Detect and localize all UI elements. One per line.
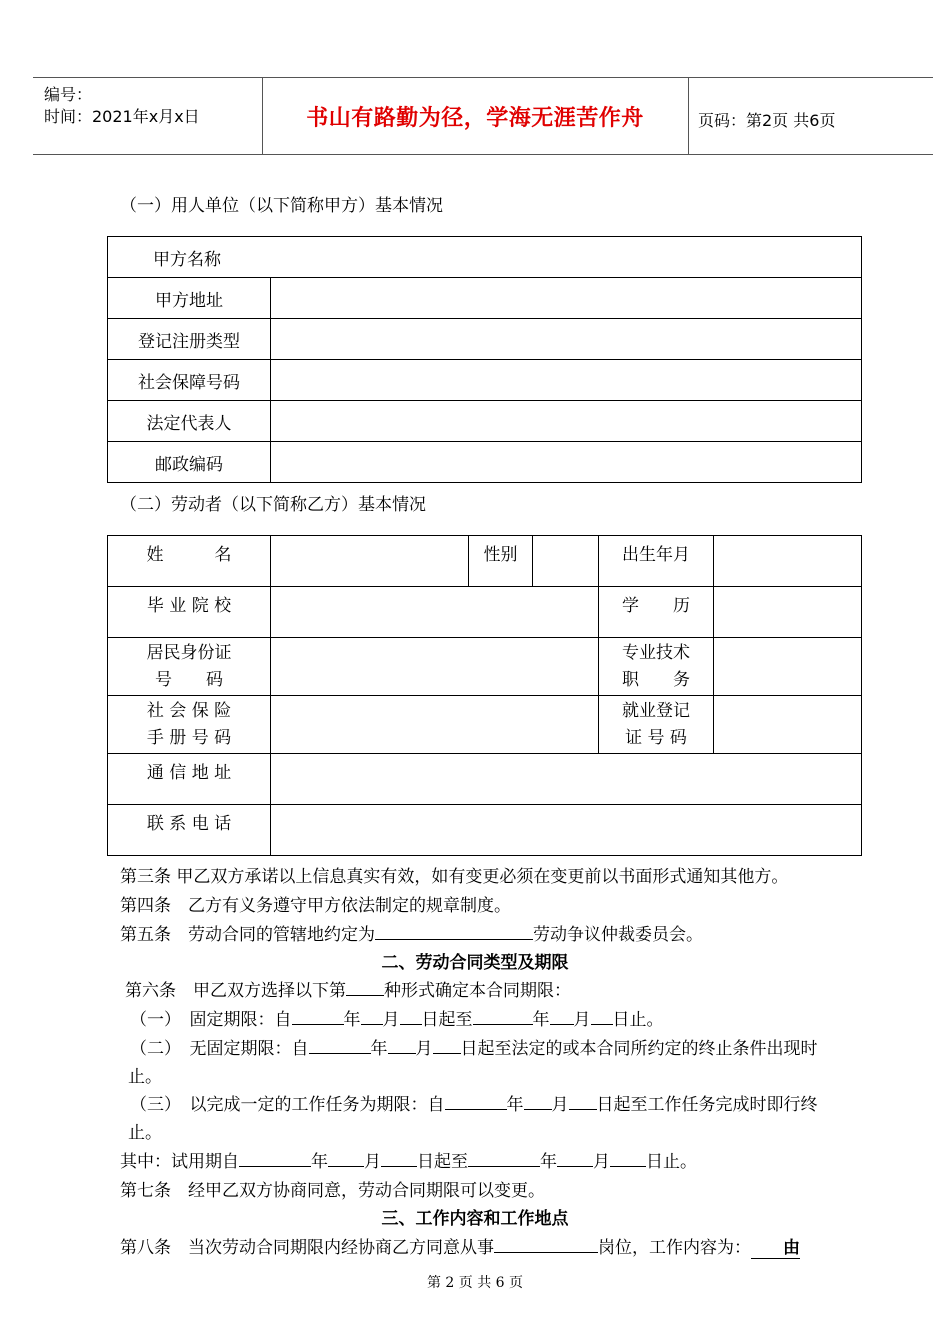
section1-title: （一）用人单位（以下简称甲方）基本情况 xyxy=(120,196,443,216)
trial-text: 其中：试用期自 xyxy=(120,1152,239,1172)
header-divider xyxy=(688,77,689,154)
ins-label-line2: 手 册 号 码 xyxy=(146,727,232,748)
emp-label-line2: 证 号 码 xyxy=(625,727,687,748)
position-blank[interactable] xyxy=(494,1238,598,1253)
blank[interactable] xyxy=(557,1152,593,1167)
day-end-word: 日止。 xyxy=(646,1152,697,1172)
employer-address-label: 甲方地址 xyxy=(108,278,271,319)
month-word: 月 xyxy=(364,1152,381,1172)
gender-label: 性别 xyxy=(469,536,533,587)
article-6-text: 第六条 甲乙双方选择以下第 xyxy=(125,981,346,1001)
blank[interactable] xyxy=(400,1010,422,1025)
number-label: 编号： xyxy=(44,85,93,104)
article-6-text-end: 种形式确定本合同期限： xyxy=(384,981,571,1001)
insurance-book-label xyxy=(108,696,271,754)
option-number-blank[interactable] xyxy=(346,981,384,996)
tech-label-line1: 专业技术 xyxy=(622,642,690,663)
address-label: 通 信 地 址 xyxy=(108,754,271,805)
ins-label-line1: 社 会 保 险 xyxy=(146,700,232,721)
article-4: 第四条 乙方有义务遵守甲方依法制定的规章制度。 xyxy=(120,896,511,916)
blank[interactable] xyxy=(591,1010,613,1025)
blank[interactable] xyxy=(433,1039,461,1054)
school-field[interactable] xyxy=(271,587,599,638)
blank[interactable] xyxy=(445,1095,507,1110)
day-from-word: 日起至 xyxy=(417,1152,468,1172)
blank[interactable] xyxy=(381,1152,417,1167)
heading-contract-type: 二、劳动合同类型及期限 xyxy=(381,953,569,973)
year-word: 年 xyxy=(532,1010,550,1030)
header-bottom-rule xyxy=(33,154,933,155)
section2-title: （二）劳动者（以下简称乙方）基本情况 xyxy=(120,495,426,515)
address-field[interactable] xyxy=(271,754,862,805)
legal-rep-label: 法定代表人 xyxy=(108,401,271,442)
year-word: 年 xyxy=(540,1152,557,1172)
article-6 xyxy=(125,976,571,1001)
insurance-book-field[interactable] xyxy=(271,696,599,754)
term-task-text-end: 日起至工作任务完成时即行终 xyxy=(596,1095,818,1115)
employment-reg-label xyxy=(599,696,714,754)
postal-code-label: 邮政编码 xyxy=(108,442,271,483)
article-5-text-end: 劳动争议仲裁委员会。 xyxy=(533,925,703,945)
term-open xyxy=(130,1034,818,1059)
name-field[interactable] xyxy=(271,536,469,587)
trial-period xyxy=(120,1147,697,1172)
blank[interactable] xyxy=(473,1010,533,1025)
blank[interactable] xyxy=(610,1152,646,1167)
id-number-label xyxy=(108,638,271,696)
motto: 书山有路勤为径，学海无涯苦作舟 xyxy=(306,106,644,131)
month-word: 月 xyxy=(551,1095,569,1115)
header-top-rule xyxy=(33,77,933,78)
jurisdiction-blank[interactable] xyxy=(375,925,533,940)
blank[interactable] xyxy=(468,1152,540,1167)
blank[interactable] xyxy=(328,1152,364,1167)
term-open-text-end: 日起至法定的或本合同所约定的终止条件出现时 xyxy=(460,1039,818,1059)
article-5-text: 第五条 劳动合同的管辖地约定为 xyxy=(120,925,375,945)
blank[interactable] xyxy=(388,1039,416,1054)
month-word: 月 xyxy=(593,1152,610,1172)
school-label: 毕 业 院 校 xyxy=(108,587,271,638)
postal-code-field[interactable] xyxy=(271,442,862,483)
blank[interactable] xyxy=(569,1095,597,1110)
term-open-cont: 止。 xyxy=(128,1067,162,1087)
tech-title-field[interactable] xyxy=(714,638,862,696)
phone-field[interactable] xyxy=(271,805,862,856)
year-word: 年 xyxy=(370,1039,388,1059)
term-open-text: （二） 无固定期限：自 xyxy=(130,1039,309,1059)
article-3: 第三条 甲乙双方承诺以上信息真实有效，如有变更必须在变更前以书面形式通知其他方。 xyxy=(120,867,789,887)
registration-type-label: 登记注册类型 xyxy=(108,319,271,360)
name-label: 姓 名 xyxy=(108,536,271,587)
year-word: 年 xyxy=(506,1095,524,1115)
month-word: 月 xyxy=(415,1039,433,1059)
blank[interactable] xyxy=(361,1010,383,1025)
heading-work-content: 三、工作内容和工作地点 xyxy=(381,1209,569,1229)
tech-title-label xyxy=(599,638,714,696)
social-security-field[interactable] xyxy=(271,360,862,401)
gender-field[interactable] xyxy=(533,536,599,587)
phone-label: 联 系 电 话 xyxy=(108,805,271,856)
year-word: 年 xyxy=(311,1152,328,1172)
time-label: 时间：2021年x月x日 xyxy=(44,107,200,126)
month-word: 月 xyxy=(382,1010,400,1030)
article-8 xyxy=(120,1233,800,1259)
id-label-line1: 居民身份证 xyxy=(146,642,232,663)
term-fixed-text: （一） 固定期限：自 xyxy=(130,1010,292,1030)
day-end-word: 日止。 xyxy=(612,1010,664,1030)
term-task-text: （三） 以完成一定的工作任务为期限：自 xyxy=(130,1095,445,1115)
blank[interactable] xyxy=(239,1152,311,1167)
tech-label-line2: 职 务 xyxy=(622,669,690,690)
year-word: 年 xyxy=(343,1010,361,1030)
article-8-end: 由 xyxy=(751,1233,800,1259)
article-5 xyxy=(120,920,703,945)
blank[interactable] xyxy=(292,1010,344,1025)
birth-label: 出生年月 xyxy=(599,536,714,587)
social-security-label: 社会保障号码 xyxy=(108,360,271,401)
day-from-word: 日起至 xyxy=(421,1010,473,1030)
emp-label-line1: 就业登记 xyxy=(622,700,690,721)
footer-page-number: 第 2 页 共 6 页 xyxy=(426,1275,524,1291)
employment-reg-field[interactable] xyxy=(714,696,862,754)
term-task xyxy=(130,1090,818,1115)
article-7: 第七条 经甲乙双方协商同意，劳动合同期限可以变更。 xyxy=(120,1181,545,1201)
page-label: 页码：第2页 共6页 xyxy=(698,111,836,130)
month-word: 月 xyxy=(573,1010,591,1030)
employer-name-label: 甲方名称 xyxy=(108,237,862,278)
registration-type-field[interactable] xyxy=(271,319,862,360)
term-fixed xyxy=(130,1005,664,1030)
blank[interactable] xyxy=(550,1010,574,1025)
birth-field[interactable] xyxy=(714,536,862,587)
education-label: 学 历 xyxy=(599,587,714,638)
employer-info-table xyxy=(107,236,862,483)
term-task-cont: 止。 xyxy=(128,1123,162,1143)
legal-rep-field[interactable] xyxy=(271,401,862,442)
id-number-field[interactable] xyxy=(271,638,599,696)
article-8-text: 第八条 当次劳动合同期限内经协商乙方同意从事 xyxy=(120,1238,494,1258)
blank[interactable] xyxy=(524,1095,552,1110)
education-field[interactable] xyxy=(714,587,862,638)
employer-address-field[interactable] xyxy=(271,278,862,319)
id-label-line2: 号 码 xyxy=(155,669,223,690)
employee-info-table xyxy=(107,535,862,856)
blank[interactable] xyxy=(309,1039,371,1054)
article-8-text-mid: 岗位，工作内容为： xyxy=(598,1238,751,1258)
